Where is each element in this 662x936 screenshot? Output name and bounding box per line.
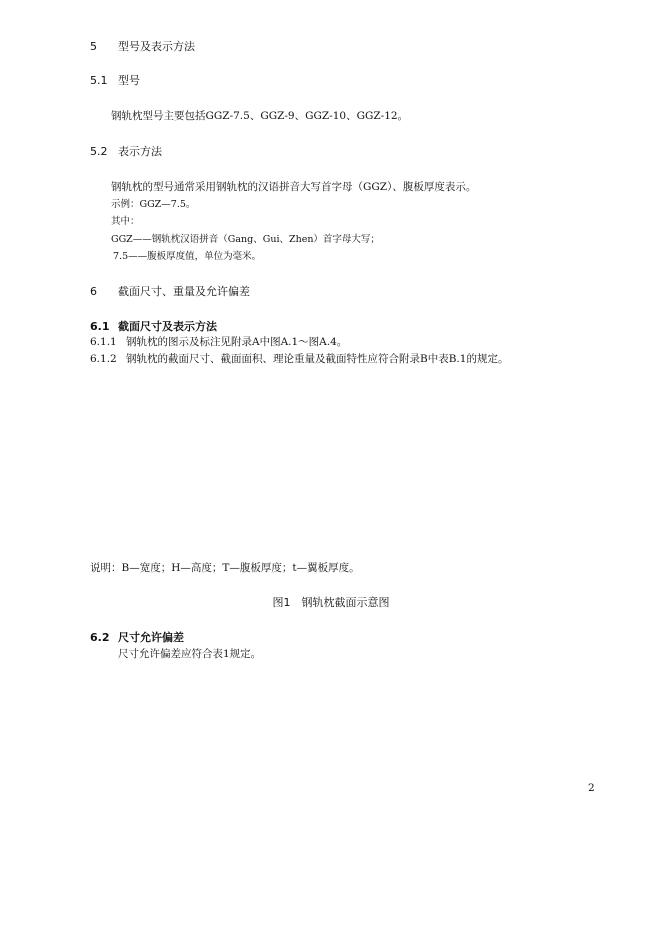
definition-item: 7.5——腹板厚度值，单位为毫米。	[113, 251, 262, 262]
section-number: 6.2	[90, 631, 110, 644]
definition-item: GGZ——钢轨枕汉语拼音（Gang、Gui、Zhen）首字母大写；	[111, 234, 380, 245]
figure-caption: 图1 钢轨枕截面示意图	[272, 596, 390, 609]
section-5-2-text: 钢轨枕的型号通常采用钢轨枕的汉语拼音大写首字母（GGZ）、腹板厚度表示。	[111, 181, 477, 193]
section-6-heading	[90, 283, 250, 299]
where-label: 其中：	[111, 216, 140, 227]
page-number: 2	[588, 782, 595, 794]
example-text: 示例：GGZ—7.5。	[111, 199, 196, 210]
section-title: 尺寸允许偏差	[118, 631, 184, 644]
clause-6-1-1	[90, 334, 347, 349]
figure-note: 说明：B—宽度；H—高度；T—腹板厚度；t—翼板厚度。	[90, 562, 360, 574]
section-number: 5.1	[90, 74, 108, 87]
figure-area	[90, 372, 572, 552]
section-title: 截面尺寸、重量及允许偏差	[118, 285, 250, 298]
section-5-1-text: 钢轨枕型号主要包括GGZ-7.5、GGZ-9、GGZ-10、GGZ-12。	[111, 110, 409, 122]
clause-number: 6.1.2	[90, 353, 117, 365]
clause-text: 钢轨枕的截面尺寸、截面面积、理论重量及截面特性应符合附录B中表B.1的规定。	[126, 353, 509, 365]
section-title: 表示方法	[118, 145, 162, 158]
section-5-1-heading	[90, 72, 140, 88]
section-6-2-text: 尺寸允许偏差应符合表1规定。	[118, 648, 262, 660]
section-number: 5	[90, 40, 97, 53]
section-title: 截面尺寸及表示方法	[118, 320, 217, 333]
section-number: 6	[90, 285, 97, 298]
section-number: 5.2	[90, 145, 108, 158]
clause-text: 钢轨枕的图示及标注见附录A中图A.1～图A.4。	[126, 336, 348, 348]
section-5-heading	[90, 38, 195, 54]
section-5-2-heading	[90, 143, 162, 159]
clause-6-1-2	[90, 351, 508, 366]
section-title: 型号	[118, 74, 140, 87]
section-6-2-heading	[90, 629, 184, 645]
section-number: 6.1	[90, 320, 110, 333]
clause-number: 6.1.1	[90, 336, 117, 348]
section-6-1-heading	[90, 318, 217, 334]
section-title: 型号及表示方法	[118, 40, 195, 53]
